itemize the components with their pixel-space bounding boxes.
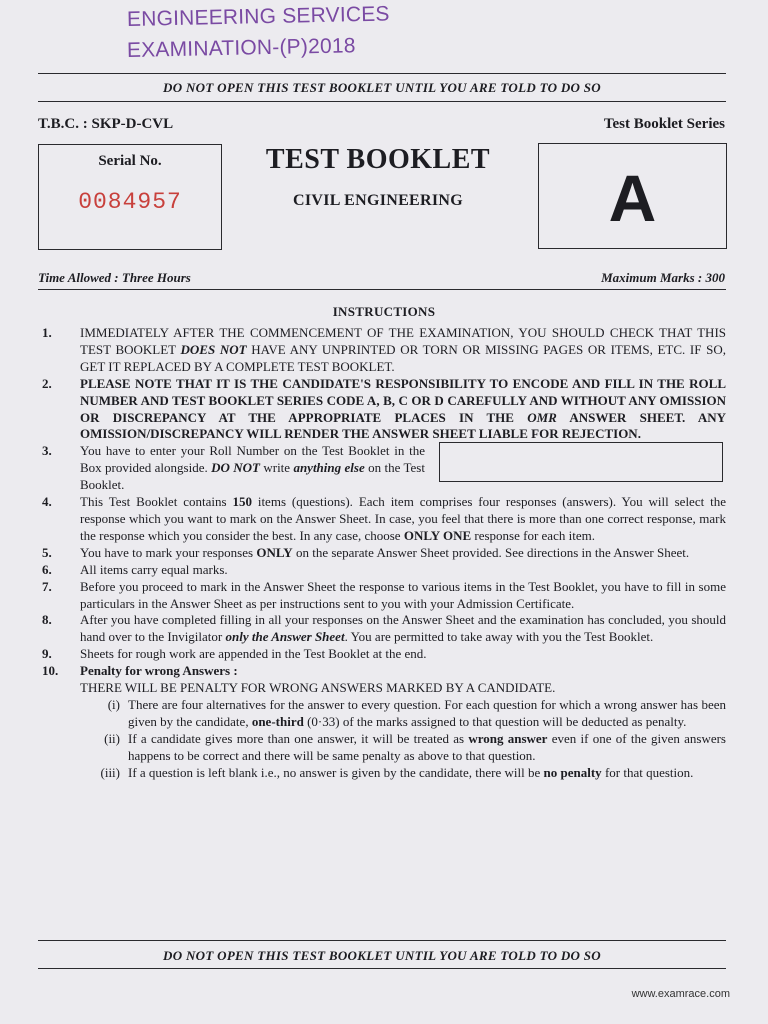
serial-label: Serial No. bbox=[98, 153, 162, 169]
instruction-text: items (questions). Each item comprises four responses (answers). You will select the response which you want to mark on the Answer Sheet. In case, you feel that there is more than one correct response, mark the response which you consider the best. In any case, choose bbox=[80, 494, 726, 543]
instruction-8 bbox=[38, 612, 726, 646]
maximum-marks: Maximum Marks : 300 bbox=[601, 270, 725, 285]
series-label: Test Booklet Series bbox=[603, 116, 725, 132]
penalty-point-number: (iii) bbox=[100, 764, 120, 780]
instruction-number: 6. bbox=[42, 561, 52, 577]
page-title: TEST BOOKLET bbox=[265, 144, 491, 175]
instruction-number: 10. bbox=[42, 663, 59, 679]
instruction-text: You have to mark your responses bbox=[80, 544, 257, 560]
warning-bottom: DO NOT OPEN THIS TEST BOOKLET UNTIL YOU ARE TOLD TO DO SO bbox=[163, 948, 601, 963]
stamp-line-1: ENGINEERING SERVICES bbox=[126, 2, 390, 31]
instruction-emphasis: DO NOT bbox=[211, 460, 260, 476]
instruction-number: 5. bbox=[42, 544, 52, 560]
penalty-point-text: for that question. bbox=[601, 764, 694, 780]
penalty-point-number: (i) bbox=[107, 696, 120, 712]
roll-number-box[interactable] bbox=[439, 442, 723, 482]
instruction-text: Before you proceed to mark in the Answer Sheet the response to various items in the Test Booklet, you have to fill in some particulars in the Answer Sheet as per instructions sent to you with your Admission Certificate. bbox=[80, 578, 726, 611]
penalty-point-2 bbox=[80, 731, 726, 765]
instruction-number: 7. bbox=[42, 578, 52, 594]
instruction-emphasis: anything else bbox=[293, 460, 365, 476]
penalty-point-text: If a question is left blank i.e., no answer is given by the candidate, there will be bbox=[128, 764, 544, 780]
warning-top: DO NOT OPEN THIS TEST BOOKLET UNTIL YOU ARE TOLD TO DO SO bbox=[163, 80, 601, 95]
divider-bottom-2 bbox=[38, 968, 726, 969]
instruction-emphasis: 150 bbox=[232, 494, 252, 510]
instruction-text: IMMEDIATELY AFTER THE COMMENCEMENT OF THE EXAMINATION, YOU SHOULD CHECK THAT THIS TEST BOOKLET bbox=[80, 325, 726, 357]
instruction-3 bbox=[38, 443, 726, 494]
instruction-emphasis: DOES NOT bbox=[180, 341, 247, 357]
divider-top-2 bbox=[38, 101, 726, 102]
penalty-point-1 bbox=[80, 697, 726, 731]
divider-bottom bbox=[38, 940, 726, 941]
penalty-statement: THERE WILL BE PENALTY FOR WRONG ANSWERS MARKED BY A CANDIDATE. bbox=[80, 680, 556, 696]
instruction-text: ANSWER SHEET. ANY OMISSION/DISCREPANCY WILL RENDER THE ANSWER SHEET LIABLE FOR REJECTION. bbox=[80, 409, 726, 442]
penalty-point-text: even if one of the given answers happens to be correct and there will be same penalty as above to that question. bbox=[128, 730, 726, 763]
instruction-emphasis: OMR bbox=[527, 409, 557, 425]
instruction-5 bbox=[38, 545, 726, 562]
page-subtitle: CIVIL ENGINEERING bbox=[292, 192, 464, 209]
instruction-1 bbox=[38, 325, 726, 376]
website-link[interactable]: www.examrace.com bbox=[631, 988, 730, 1000]
instruction-text: After you have completed filling in all your responses on the Answer Sheet and the examination has concluded, you should hand over to the Invigilator bbox=[80, 612, 726, 645]
instruction-emphasis: only the Answer Sheet bbox=[225, 629, 345, 645]
instruction-text: All items carry equal marks. bbox=[80, 561, 228, 577]
penalty-heading: Penalty for wrong Answers : bbox=[80, 663, 238, 679]
divider-mid bbox=[38, 289, 726, 290]
penalty-point-emphasis: one-third bbox=[251, 713, 304, 729]
instruction-emphasis: ONLY ONE bbox=[403, 527, 472, 543]
instructions-heading: INSTRUCTIONS bbox=[332, 304, 436, 319]
divider-top bbox=[38, 73, 726, 74]
penalty-point-number: (ii) bbox=[104, 730, 120, 746]
instruction-text: HAVE ANY UNPRINTED OR TORN OR MISSING PAGES OR ITEMS, ETC. IF SO, GET IT REPLACED BY A COMPLETE TEST BOOKLET. bbox=[80, 341, 726, 374]
instruction-2 bbox=[38, 376, 726, 444]
instruction-10 bbox=[38, 663, 726, 781]
instruction-text: response for each item. bbox=[471, 527, 595, 543]
penalty-point-text: If a candidate gives more than one answer, it will be treated as bbox=[128, 730, 469, 746]
instructions-list bbox=[38, 325, 726, 781]
instruction-6 bbox=[38, 562, 726, 579]
penalty-point-3 bbox=[80, 765, 726, 782]
instruction-text: Sheets for rough work are appended in the Test Booklet at the end. bbox=[80, 646, 427, 662]
series-box bbox=[538, 143, 727, 249]
instruction-text: on the Test Booklet. bbox=[80, 460, 425, 493]
series-letter: A bbox=[608, 161, 657, 235]
penalty-point-emphasis: wrong answer bbox=[468, 730, 548, 746]
penalty-point-emphasis: no penalty bbox=[543, 764, 602, 780]
instruction-text: on the separate Answer Sheet provided. See directions in the Answer Sheet. bbox=[292, 544, 690, 560]
instruction-text: . You are permitted to take away with you the Test Booklet. bbox=[344, 629, 654, 645]
stamp-line-2: EXAMINATION-(P)2018 bbox=[126, 34, 356, 62]
instruction-text: You have to enter your Roll Number on the Test Booklet in the Box provided alongside. bbox=[80, 443, 425, 476]
serial-box bbox=[38, 144, 222, 250]
instruction-7 bbox=[38, 579, 726, 613]
penalty-point-text: There are four alternatives for the answer to every question. For each question for which a wrong answer has been given by the candidate, bbox=[128, 696, 726, 729]
instruction-number: 4. bbox=[42, 494, 52, 510]
instruction-4 bbox=[38, 494, 726, 545]
instruction-number: 1. bbox=[42, 325, 52, 340]
instruction-text: This Test Booklet contains bbox=[80, 494, 233, 510]
penalty-point-text: (0·33) of the marks assigned to that question will be deducted as penalty. bbox=[303, 713, 687, 729]
instruction-text: PLEASE NOTE THAT IT IS THE CANDIDATE'S RESPONSIBILITY TO ENCODE AND FILL IN THE ROLL NUMBER AND TEST BOOKLET SERIES CODE A, B, C OR D CAREFULLY AND WITHOUT ANY OMISSION OR DISCREPANCY AT THE APPROPRIATE PLACES IN THE bbox=[80, 375, 726, 425]
instruction-number: 3. bbox=[42, 443, 52, 459]
instruction-emphasis: ONLY bbox=[256, 544, 293, 560]
instruction-text: write bbox=[259, 460, 294, 476]
tbc-code: T.B.C. : SKP-D-CVL bbox=[38, 116, 174, 132]
instruction-9 bbox=[38, 646, 726, 663]
serial-number: 0084957 bbox=[78, 189, 182, 215]
instruction-number: 8. bbox=[42, 612, 52, 628]
instruction-number: 9. bbox=[42, 646, 52, 662]
instruction-number: 2. bbox=[42, 375, 52, 391]
time-allowed: Time Allowed : Three Hours bbox=[38, 270, 191, 285]
